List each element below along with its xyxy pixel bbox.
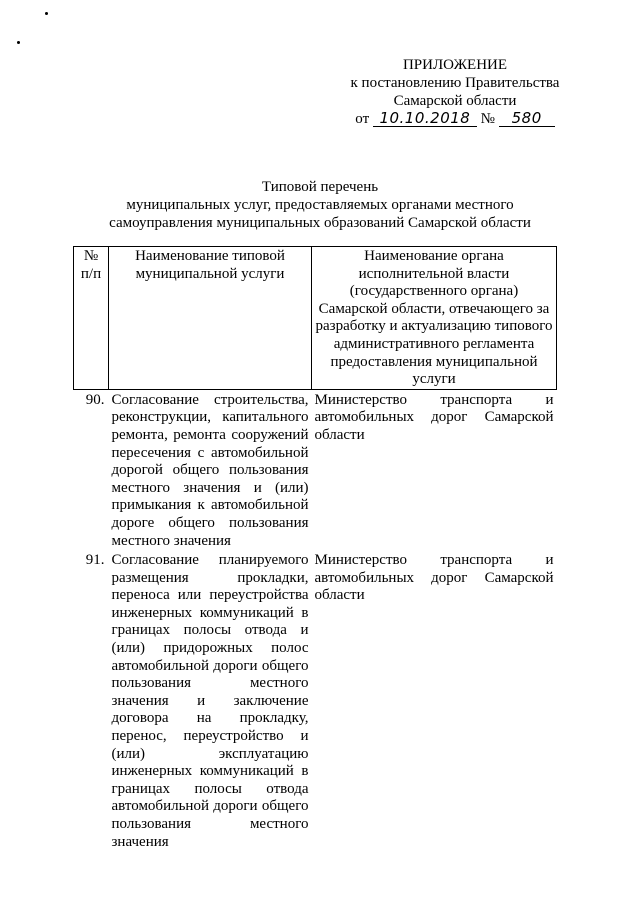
row-number: 91. [85, 552, 105, 569]
responsible-authority: Министерство транспорта и автомобильных дорог Самарской области [314, 391, 554, 443]
service-name: Согласование планируемого размещения прокладки, переноса или переустройства инженерных коммуникаций в границах полосы отвода и (или) придорожных полос автомобильной дороги общего пользования местного значения и заключение договора на прокладку, перенос, переустройство и (или) эксплуатацию инженерных коммуникаций в границах полосы отвода автомобильной дороги общего пользования местного значения [111, 552, 309, 850]
title-line-1: Типовой перечень [261, 179, 379, 195]
document-title [80, 178, 560, 232]
number-sign: № [480, 111, 495, 127]
header-authority: Наименование органа исполнительной власти (государственного органа) Самарской области, отвечающего за разработку и актуализацию типового административного регламента предоставления муниципальной услуги [312, 247, 557, 390]
header-num: № п/п [74, 247, 109, 390]
scan-speck-2 [17, 41, 20, 44]
scan-speck-1 [45, 12, 48, 15]
handwritten-number: 580 [499, 110, 555, 127]
title-line-2: муниципальных услуг, предоставляемых органами местного [126, 197, 514, 213]
handwritten-date: 10.10.2018 [373, 110, 477, 127]
responsible-authority: Министерство транспорта и автомобильных дорог Самарской области [314, 552, 554, 604]
appendix-line-2: Самарской области [393, 93, 517, 109]
table-row [74, 389, 557, 550]
appendix-header [330, 56, 580, 128]
appendix-date-line [330, 110, 580, 128]
service-name: Согласование строительства, реконструкции, капитального ремонта, ремонта сооружений пересечения с автомобильной дорогой общего пользования местного значения и (или) примыкания к автомобильной дороге общего пользования местного значения [111, 391, 309, 549]
date-prefix: от [355, 111, 370, 127]
services-table [73, 246, 557, 851]
appendix-line-1: к постановлению Правительства [350, 75, 560, 91]
table-row [74, 550, 557, 851]
row-number: 90. [85, 391, 105, 408]
header-service: Наименование типовой муниципальной услуги [109, 247, 312, 390]
appendix-title: ПРИЛОЖЕНИЕ [402, 57, 508, 73]
title-line-3: самоуправления муниципальных образований Самарской области [109, 215, 531, 231]
table-header-row [74, 247, 557, 390]
